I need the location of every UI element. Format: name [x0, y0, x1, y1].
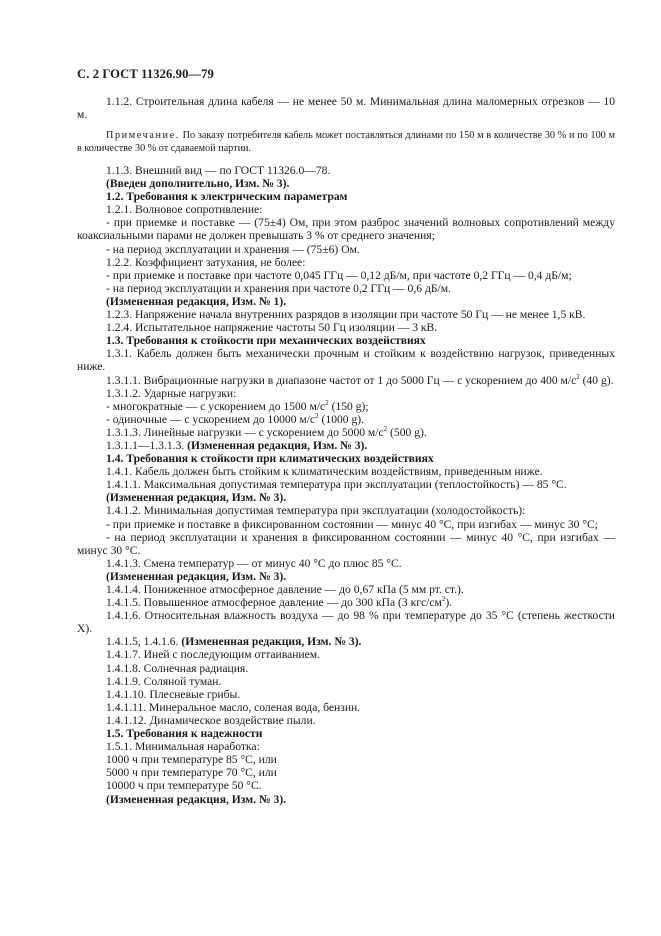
note — [77, 130, 615, 155]
superscript: 2 — [441, 595, 446, 604]
amendment-note: (Измененная редакция, Изм. № 3). — [187, 438, 368, 452]
amendment-note: (Измененная редакция, Изм. № 3). — [106, 792, 287, 806]
paragraph-1-3-1-2: 1.3.1.2. Ударные нагрузки: — [106, 386, 237, 400]
paragraph-1-2-2: 1.2.2. Коэффициент затухания, не более: — [106, 255, 306, 269]
text-part: - многократные — с ускорением до 1500 м/с — [106, 399, 326, 413]
paragraph-1-4-1-2: 1.4.1.2. Минимальная допустимая температура при эксплуатации (холодостойкость): — [106, 504, 526, 518]
section-heading-1-4: 1.4. Требования к стойкости при климатических воздействиях — [106, 452, 434, 466]
text-part: 1.3.1.1—1.3.1.3. — [106, 438, 188, 452]
list-item: - на период эксплуатации и хранения в фиксированном состоянии — минус 40 °С, при изгибах — минус 30 °С. — [77, 530, 615, 557]
amendment-note: (Измененная редакция, Изм. № 1). — [106, 294, 287, 308]
text-part: 1.4.1.5, 1.4.1.6. — [106, 635, 182, 649]
text-part: 1.4.1.5. Повышенное атмосферное давление — до 300 кПа (3 кгс/см — [106, 596, 442, 610]
paragraph-1-4-1-1: 1.4.1.1. Максимальная допустимая температура при эксплуатации (теплостойкость) — 85 °С. — [106, 478, 567, 492]
list-item — [77, 413, 615, 426]
paragraph-1-4-1-5 — [77, 596, 615, 609]
paragraph-1-1-2: 1.1.2. Строительная длина кабеля — не менее 50 м. Минимальная длина маломерных отрезков — 10 м. — [77, 95, 615, 122]
text-part: ). — [445, 596, 453, 610]
list-item — [77, 400, 615, 413]
superscript: 2 — [383, 425, 388, 434]
list-item: - на период эксплуатации и хранения при частоте 0,2 ГГц — 0,6 дБ/м. — [106, 281, 451, 295]
text-part: 1.3.1.3. Линейные нагрузки — с ускорением до 5000 м/с — [106, 425, 384, 439]
text-part: (150 g); — [328, 399, 369, 413]
page-content — [77, 95, 615, 806]
paragraph-1-1-3: 1.1.3. Внешний вид — по ГОСТ 11326.0—78. — [106, 164, 331, 177]
page-header: С. 2 ГОСТ 11326.90—79 — [77, 67, 214, 81]
section-heading-1-5: 1.5. Требования к надежности — [106, 727, 263, 741]
note-label: Примечание. — [106, 130, 180, 142]
list-item: - при приемке и поставке при частоте 0,045 ГГц — 0,12 дБ/м, при частоте 0,2 ГГц — 0,4 дБ/м; — [106, 268, 572, 282]
amendment-note: (Введен дополнительно, Изм. № 3). — [106, 177, 290, 191]
amendment-note: (Измененная редакция, Изм. № 3). — [106, 491, 287, 505]
section-heading-1-2: 1.2. Требования к электрическим параметрам — [106, 190, 348, 204]
text-part: (500 g). — [387, 425, 427, 439]
list-item: - при приемке и поставке — (75±4) Ом, при этом разброс значений волновых сопротивлений между коаксиальными парами не должен превышать 3 % от среднего значения; — [77, 216, 615, 243]
paragraph-1-2-4: 1.2.4. Испытательное напряжение частоты 50 Гц изоляции — 3 кВ. — [106, 321, 438, 335]
amendment-range — [77, 635, 615, 648]
paragraph-1-4-1-10: 1.4.1.10. Плесневые грибы. — [106, 687, 241, 701]
list-item: - на период эксплуатации и хранения — (75±6) Ом. — [106, 242, 360, 256]
paragraph-1-3-1-1 — [77, 374, 615, 387]
paragraph-1-4-1-12: 1.4.1.12. Динамическое воздействие пыли. — [106, 713, 316, 727]
paragraph-1-4-1: 1.4.1. Кабель должен быть стойким к климатическим воздействиям, приведенным ниже. — [106, 465, 543, 479]
superscript: 2 — [315, 411, 319, 420]
list-item: 1000 ч при температуре 85 °С, или — [106, 753, 277, 767]
paragraph-1-4-1-3: 1.4.1.3. Смена температур — от минус 40 °С до плюс 85 °С. — [106, 556, 402, 570]
paragraph-1-4-1-11: 1.4.1.11. Минеральное масло, соленая вода, бензин. — [106, 700, 361, 714]
text-part: (40 g). — [579, 373, 614, 387]
text-part: (1000 g). — [318, 412, 365, 426]
paragraph-1-4-1-8: 1.4.1.8. Солнечная радиация. — [106, 661, 249, 675]
text-part: 1.3.1.1. Вибрационные нагрузки в диапазоне частот от 1 до 5000 Гц — с ускорением до 400 м/с — [106, 373, 577, 387]
amendment-note: (Измененная редакция, Изм. № 3). — [181, 635, 362, 649]
paragraph-1-3-1-3 — [77, 426, 615, 439]
paragraph-1-4-1-4: 1.4.1.4. Пониженное атмосферное давление — до 0,67 кПа (5 мм рт. ст.). — [106, 583, 464, 596]
list-item: 10000 ч при температуре 50 °С. — [106, 779, 262, 793]
note-text: По заказу потребителя кабель может поставляться длинами по 150 м в количестве 30 % и по 100 м в количестве 30 % от сдаваемой партии. — [77, 130, 615, 154]
paragraph-1-2-1: 1.2.1. Волновое сопротивление: — [106, 203, 263, 217]
paragraph-1-2-3: 1.2.3. Напряжение начала внутренних разрядов в изоляции при частоте 50 Гц — не менее 1,5 кВ. — [106, 308, 586, 322]
paragraph-1-4-1-7: 1.4.1.7. Иней с последующим оттаиванием. — [106, 648, 321, 662]
paragraph-1-3-1: 1.3.1. Кабель должен быть механически прочным и стойким к воздействию нагрузок, приведенных ниже. — [77, 347, 615, 374]
superscript: 2 — [325, 398, 329, 407]
superscript: 2 — [576, 372, 580, 381]
paragraph-1-4-1-6: 1.4.1.6. Относительная влажность воздуха — до 98 % при температуре до 35 °С (степень жесткости X). — [77, 609, 615, 636]
paragraph-1-4-1-9: 1.4.1.9. Соляной туман. — [106, 674, 222, 688]
amendment-range — [77, 439, 615, 452]
text-part: - одиночные — с ускорением до 10000 м/с — [106, 412, 316, 426]
paragraph-1-5-1: 1.5.1. Минимальная наработка: — [106, 740, 260, 754]
section-heading-1-3: 1.3. Требования к стойкости при механических воздействиях — [106, 334, 426, 348]
amendment-note: (Измененная редакция, Изм. № 3). — [106, 569, 287, 583]
list-item: - при приемке и поставке в фиксированном состоянии — минус 40 °С, при изгибах — минус 30 °С; — [106, 517, 598, 531]
list-item: 5000 ч при температуре 70 °С, или — [106, 766, 277, 780]
